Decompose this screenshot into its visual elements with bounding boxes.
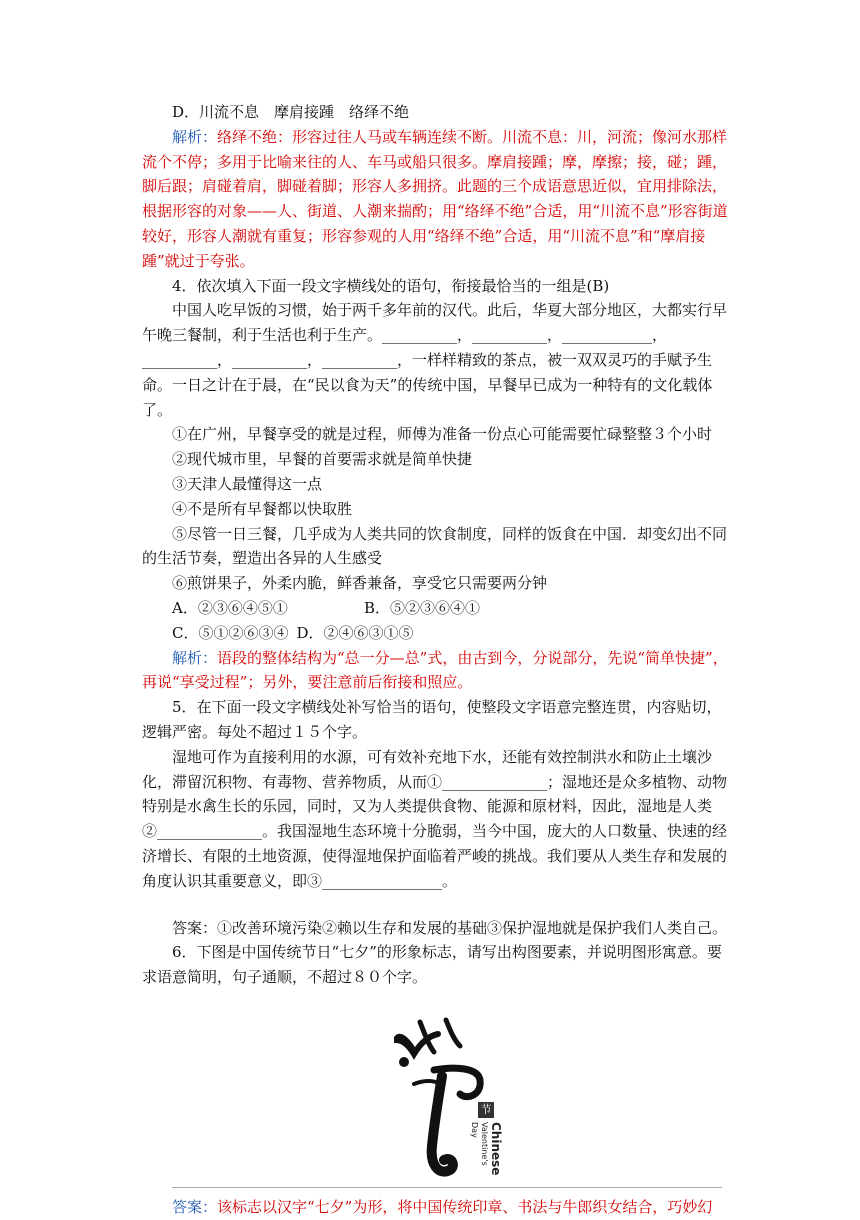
q4-option-d: D．②④⑥③①⑤ [296, 623, 414, 642]
answer-divider [172, 1187, 722, 1188]
q3-option-d: D．川流不息 摩肩接踵 络绎不绝 [172, 103, 410, 121]
seal-stamp: 节 [478, 1102, 494, 1118]
q3-analysis-text: 络绎不绝：形容过往人马或车辆连续不断。川流不息：川，河流；像河水那样流个不停；多用于比喻来往的人、车马或船只很多。摩肩接踵；摩，摩擦；接，碰；踵，脚后跟；肩碰着肩，脚碰着脚；形容人多拥挤。此题的三个成语意思近似，宜用排除法，根据形容的对象——人、街道、人潮来揣酌；用“络绎不绝”合适，用“川流不息”形容街道较好，形容人潮就有重复；形容参观的人用“络绎不绝”合适，用“川流不息”和“摩肩接踵”就过于夸张。 [142, 127, 728, 270]
spacer [142, 894, 730, 916]
q4-option-c: C．⑤①②⑥③④ [172, 623, 289, 642]
q4-options-row-2 [142, 621, 730, 646]
q4-analysis [142, 646, 730, 696]
q6-stem: 6．下图是中国传统节日“七夕”的形象标志，请写出构图要素，并说明图形寓意。要求语意简明，句子通顺，不超过８０个字。 [142, 943, 722, 987]
q3-analysis-label: 解析： [172, 127, 218, 146]
q6-answer-label: 答案： [172, 1197, 218, 1216]
q5-answer: 答案：①改善环境污染②赖以生存和发展的基础③保护湿地就是保护我们人类自己。 [172, 918, 728, 937]
q4-item-6: ⑥煎饼果子，外柔内脆，鲜香兼备，享受它只需要两分钟 [172, 574, 548, 593]
q4-analysis-label: 解析： [172, 648, 218, 667]
q4-analysis-text: 语段的整体结构为“总一分—总”式，由古到今，分说部分，先说“简单快捷”，再说“享受过程”；另外，要注意前后衔接和照应。 [142, 648, 728, 692]
q4-item-5: ⑤尽管一日三餐，几乎成为人类共同的饮食制度，同样的饭食在中国．却变幻出不同的生活节奏，塑造出各异的人生感受 [142, 524, 728, 568]
q6-answer-text: 该标志以汉字“七夕”为形，将中国传统印章、书法与牛郎织女结合，巧妙幻 [217, 1197, 713, 1216]
q4-item-3: ③天津人最懂得这一点 [172, 474, 323, 493]
q4-option-b: B．⑤②③⑥④① [364, 598, 481, 617]
logo-word: Chinese [489, 1121, 503, 1176]
q5-passage: 湿地可作为直接利用的水源，可有效补充地下水，还能有效控制洪水和防止土壤沙化，滞留沉积物、有毒物、营养物质，从而①______________；湿地还是众多植物、动物特别是水禽生长的乐园，同时，又为人类提供食物、能源和原材料，因此，湿地是人类②______________。我国湿地生态环境十分脆弱，当今中国，庞大的人口数量、快速的经济增长、有限的土地资源，使得湿地保护面临着严峻的挑战。我们要从人类生存和发展的角度认识其重要意义，即③________________。 [142, 747, 728, 890]
q4-options-row-1 [142, 596, 730, 621]
q4-item-2: ②现代城市里，早餐的首要需求就是简单快捷 [172, 450, 473, 469]
logo-subtitle: Valentine's Day [470, 1121, 489, 1166]
document-page [142, 100, 730, 1220]
q3-analysis [142, 125, 730, 274]
q4-option-a: A．②③⑥④⑤① [172, 598, 288, 617]
q5-stem: 5．在下面一段文字横线处补写恰当的语句，使整段文字语意完整连贯，内容贴切，逻辑严密。每处不超过１５个字。 [142, 698, 722, 741]
logo-english-text [432, 1122, 502, 1182]
q4-stem: 4．依次填入下面一段文字横线处的语句，衔接最恰当的一组是(B) [172, 276, 610, 295]
qixi-logo-figure [142, 1000, 730, 1195]
q4-item-4: ④不是所有早餐都以快取胜 [172, 499, 353, 518]
q4-passage: 中国人吃早饭的习惯，始于两千多年前的汉代。此后，华夏大部分地区，大都实行早午晚三餐制，利于生活也利于生产。__________，__________，____________，__________，__________，__________，一样样精致的茶点，被一双双灵巧的手赋予生命。一日之计在于晨，在“民以食为天”的传统中国，早餐早已成为一种特有的文化载体了。 [142, 301, 728, 419]
q4-item-1: ①在广州，早餐享受的就是过程，师傅为准备一份点心可能需要忙碌整整３个小时 [172, 425, 713, 444]
